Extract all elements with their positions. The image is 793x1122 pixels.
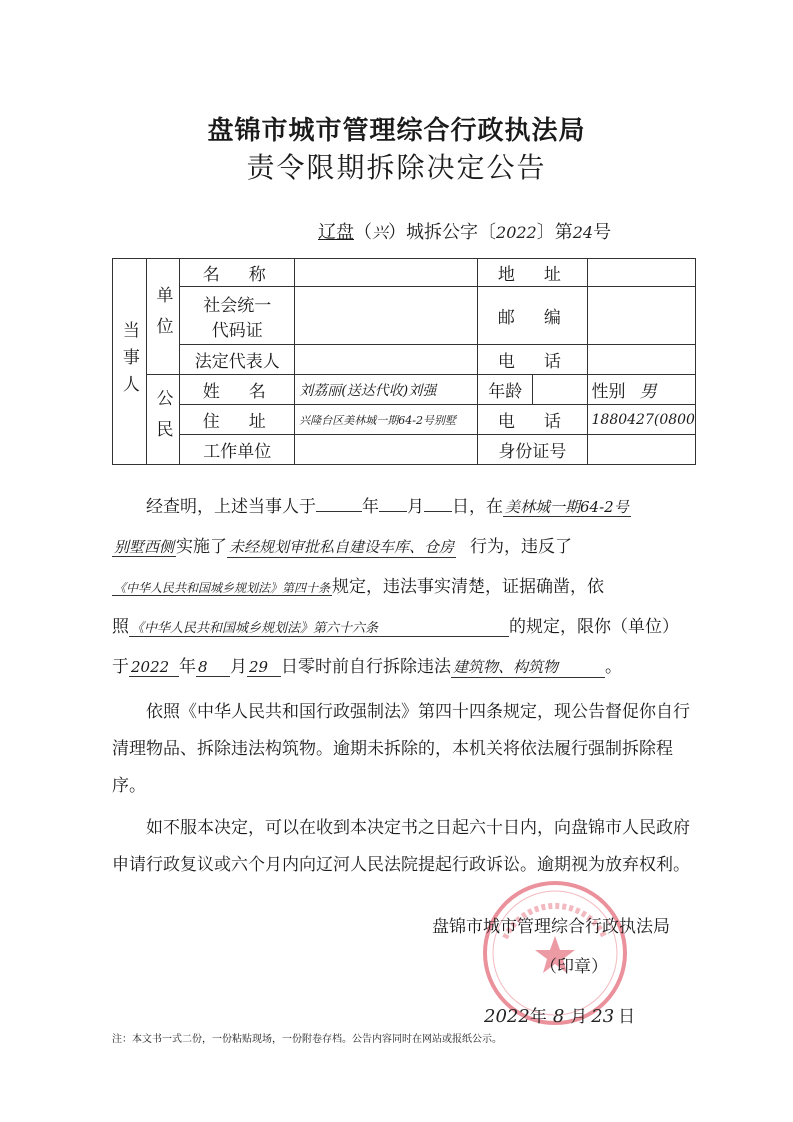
phone-value <box>587 345 695 375</box>
phone2-label: 电 话 <box>478 405 587 435</box>
illegal-structure: 建筑物、构筑物 <box>451 656 605 678</box>
legal-rep-value <box>295 345 478 375</box>
gender-label: 性别 <box>591 382 626 402</box>
violation-act: 未经规划审批私自建设车库、仓房 <box>229 538 455 556</box>
location-line-2: 别墅西侧 <box>114 538 175 556</box>
credit-code-label: 社会统一 代码证 <box>180 287 295 345</box>
doc-mid2: 〕第 <box>536 222 573 243</box>
org-title: 盘锦市城市管理综合行政执法局 <box>207 116 586 146</box>
doc-year: 2022 <box>496 223 537 242</box>
gender-value: 男 <box>639 382 657 402</box>
deadline-month: 8 <box>196 658 230 677</box>
phone-label: 电 话 <box>478 345 587 375</box>
body-line-3: 《中华人民共和国城乡规划法》第四十条 规定，违法事实清楚，证据确凿，依 <box>114 577 605 597</box>
name-label: 名 称 <box>180 259 295 287</box>
doc-lp: （ <box>354 222 372 243</box>
citizen-label: 公民 <box>146 375 180 465</box>
body-paragraph-2: 依照《中华人民共和国行政强制法》第四十四条规定，现公告督促你自行清理物品、拆除违法构筑物。逾期未拆除的，本机关将依法履行强制拆除程序。 <box>112 702 690 796</box>
deadline-year: 2022 <box>129 658 179 677</box>
body-line-2: 别墅西侧 实施了 未经规划审批私自建设车库、仓房 行为，违反了 <box>114 537 573 557</box>
person-name-label: 姓 名 <box>180 375 295 405</box>
body-line-4: 照 《中华人民共和国城乡规划法》第六十六条 的规定，限你（单位） <box>112 617 679 637</box>
unit-label: 单位 <box>146 259 180 375</box>
body-paragraph-3: 如不服本决定，可以在收到本决定书之日起六十日内，向盘锦市人民政府申请行政复议或六个月内向辽河人民法院提起行政诉讼。逾期视为放弃权利。 <box>112 818 690 875</box>
postcode-value <box>587 287 695 345</box>
deadline-day: 29 <box>247 658 281 677</box>
doc-mid: 城拆公字〔 <box>406 222 497 243</box>
id-number-value <box>587 435 695 465</box>
doc-code: 兴 <box>372 223 389 242</box>
residence-value: 兴隆台区美林城一期64-2号别墅 <box>295 405 478 435</box>
age-label: 年龄 <box>478 375 533 405</box>
person-name-value: 刘荔丽(送达代收)刘强 <box>295 375 478 405</box>
postcode-label: 邮 编 <box>478 287 587 345</box>
gender-cell <box>587 375 695 405</box>
footnote: 注：本文书一式二份，一份粘贴现场，一份附卷存档。公告内容同时在网站或报纸公示。 <box>112 1034 502 1045</box>
doc-num: 24 <box>572 223 594 242</box>
doc-suffix: 号 <box>593 222 612 243</box>
signature-org: 盘锦市城市管理综合行政执法局 <box>432 917 670 937</box>
phone2-value: 1880427(0800 <box>587 405 695 435</box>
violated-law: 《中华人民共和国城乡规划法》第四十条 <box>114 581 331 595</box>
body-line-1: 经查明，上述当事人于 年 月 日，在 美林城一期64-2号 <box>112 492 712 517</box>
applied-law: 《中华人民共和国城乡规划法》第六十六条 <box>129 617 509 637</box>
document-title: 责令限期拆除决定公告 <box>246 151 547 184</box>
body-line-5: 于 2022 年 8 月 29 日零时前自行拆除违法 建筑物、构筑物 。 <box>112 657 622 677</box>
name-value <box>295 259 478 287</box>
work-unit-value <box>295 435 478 465</box>
legal-rep-label: 法定代表人 <box>180 345 295 375</box>
party-label: 当事人 <box>113 259 147 465</box>
residence-label: 住 址 <box>180 405 295 435</box>
doc-rp: ） <box>388 222 407 243</box>
document-number <box>318 218 611 244</box>
doc-prefix: 辽盘 <box>318 222 354 243</box>
party-info-table <box>112 258 696 465</box>
sign-date: 2022年 8 月 23 日 <box>484 1006 636 1027</box>
credit-code-value <box>295 287 478 345</box>
work-unit-label: 工作单位 <box>180 435 295 465</box>
address-label: 地 址 <box>478 259 587 287</box>
location-line-1: 美林城一期64-2号 <box>505 498 629 516</box>
id-number-label: 身份证号 <box>478 435 587 465</box>
seal-note: （印章） <box>540 957 608 977</box>
address-value <box>587 259 695 287</box>
age-value <box>533 375 587 405</box>
